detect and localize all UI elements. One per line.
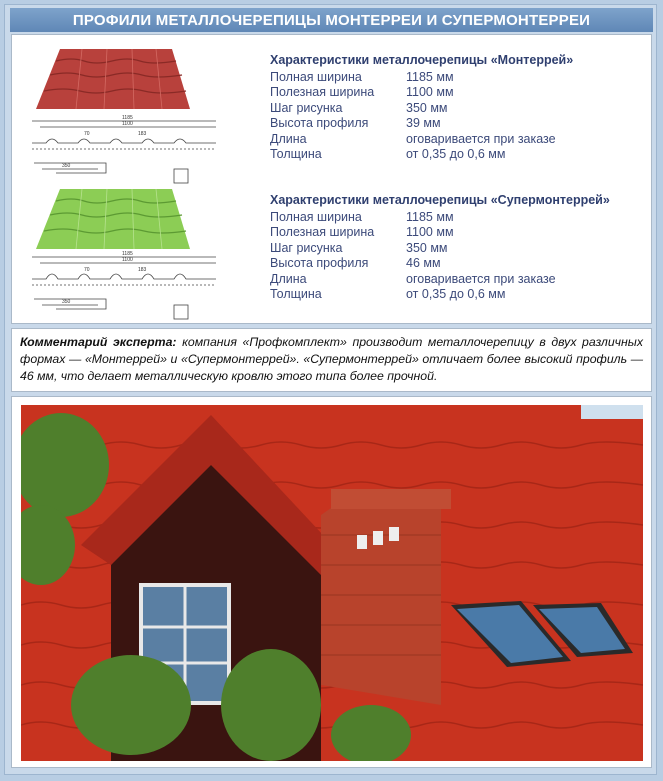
supermonterrey-heading: Характеристики металлочерепицы «Супермонтеррей» bbox=[270, 193, 610, 207]
dim-step: 350 bbox=[62, 299, 71, 305]
dim-pitch: 183 bbox=[138, 131, 147, 137]
dim-useful: 1100 bbox=[122, 257, 133, 263]
dim-useful: 1100 bbox=[122, 121, 133, 127]
spec-row: Полезная ширина 1100 мм bbox=[270, 85, 454, 100]
spec-row: Длина оговаривается при заказе bbox=[270, 271, 556, 286]
spec-row: Толщина от 0,35 до 0,6 мм bbox=[270, 287, 506, 302]
monterrey-heading: Характеристики металлочерепицы «Монтеррей» bbox=[270, 53, 574, 67]
spec-row: Полная ширина 1185 мм bbox=[270, 210, 454, 224]
brick-chimney bbox=[321, 489, 451, 705]
monterrey-specs bbox=[270, 53, 650, 162]
dim-step: 350 bbox=[62, 163, 71, 169]
supermonterrey-tile-image bbox=[32, 185, 192, 253]
comment-text: компания «Профкомплект» производит металлочерепицу в двух различных формах — «Монтеррей» и «Супермонтеррей». «Супермонтеррей» отличает более высокий профиль — 46 мм, что делает металлическую кровлю этого типа более прочной. bbox=[20, 335, 643, 383]
spec-row: Высота профиля 39 мм bbox=[270, 116, 441, 131]
supermonterrey-profile-drawing bbox=[26, 249, 226, 325]
monterrey-profile-drawing bbox=[26, 113, 226, 189]
spec-panel bbox=[11, 34, 652, 324]
dim-full: 1185 bbox=[122, 115, 133, 121]
dim-pitch: 183 bbox=[138, 267, 147, 273]
supermonterrey-specs bbox=[270, 193, 650, 302]
spec-row: Толщина от 0,35 до 0,6 мм bbox=[270, 147, 506, 162]
spec-row: Полезная ширина 1100 мм bbox=[270, 225, 454, 240]
expert-comment bbox=[11, 328, 652, 392]
spec-row: Шаг рисунка 350 мм bbox=[270, 100, 448, 115]
dim-height: 70 bbox=[84, 267, 90, 273]
monterrey-tile-image bbox=[32, 45, 192, 113]
spec-row: Шаг рисунка 350 мм bbox=[270, 240, 448, 255]
spec-row: Высота профиля 46 мм bbox=[270, 256, 441, 271]
page-title: ПРОФИЛИ МЕТАЛЛОЧЕРЕПИЦЫ МОНТЕРРЕИ И СУПЕРМОНТЕРРЕИ bbox=[10, 8, 653, 32]
roof-photo-frame bbox=[11, 396, 652, 768]
comment-label: Комментарий эксперта: bbox=[20, 335, 177, 349]
spec-row: Длина оговаривается при заказе bbox=[270, 131, 556, 146]
roof-photo bbox=[21, 405, 643, 761]
dim-height: 70 bbox=[84, 131, 90, 137]
spec-row: Полная ширина 1185 мм bbox=[270, 70, 454, 84]
dim-full: 1185 bbox=[122, 251, 133, 257]
